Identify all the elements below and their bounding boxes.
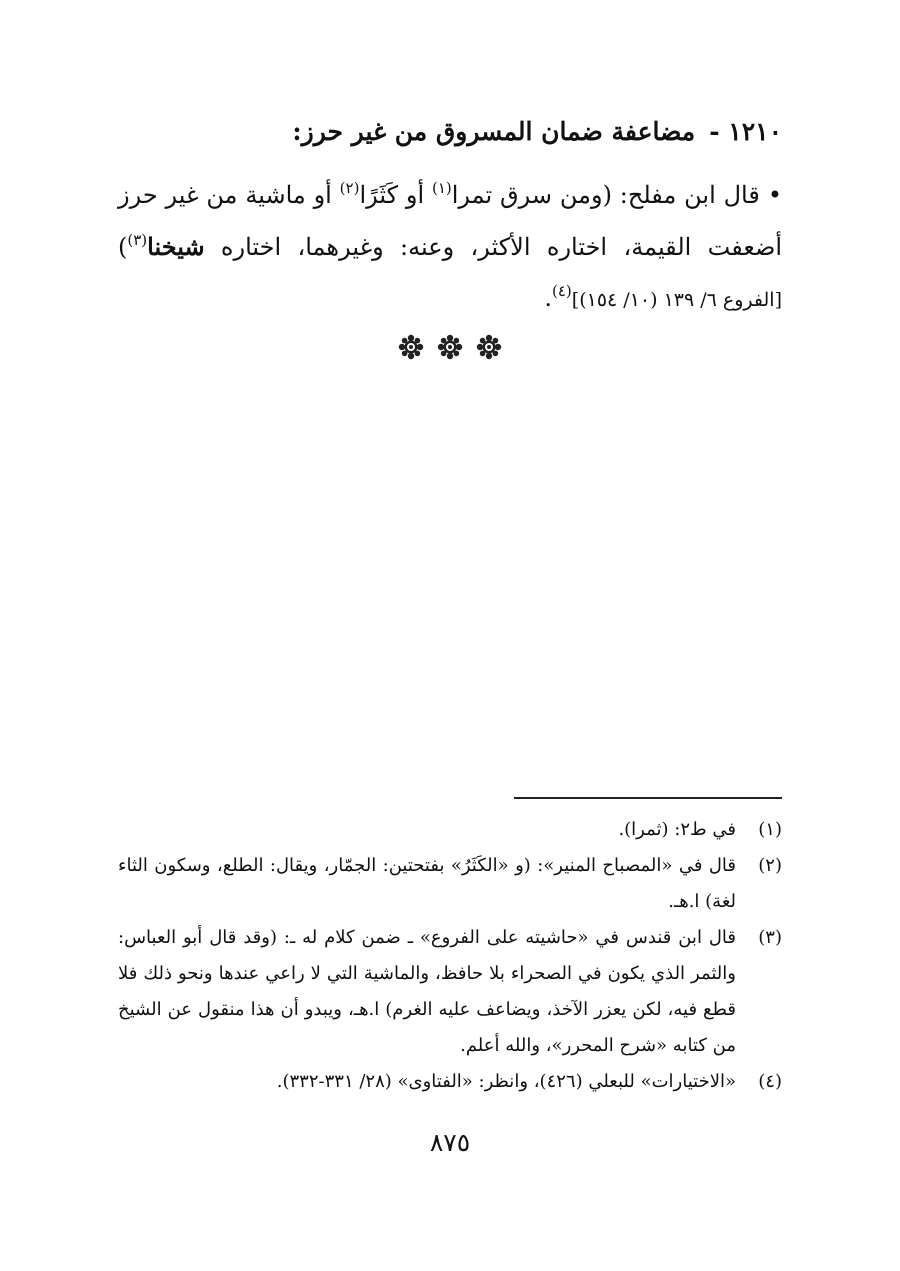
footnote-marker: (٢): [758, 855, 782, 876]
footnote-text: قال في «المصباح المنير»: (و «الكَثَرُ» بفتحتين: الجمّار، ويقال: الطلع، وسكون الثاء لغة) ا.هـ.: [118, 855, 736, 912]
ornament-flower-icon: [476, 334, 502, 360]
bullet-icon: •: [767, 181, 782, 209]
section-title: مضاعفة ضمان المسروق من غير حرز:: [292, 117, 696, 146]
ornament-divider: [398, 332, 502, 362]
footnote-text: «الاختيارات» للبعلي (٤٢٦)، وانظر: «الفتاوى» (٢٨/ ٣٣١-٣٣٢).: [276, 1071, 736, 1092]
footnote-1: [118, 812, 782, 848]
footnote-marker: (٣): [758, 927, 782, 948]
source-reference: [الفروع ٦/ ١٣٩ (١٠/ ١٥٤)]: [571, 289, 782, 311]
main-quote-paragraph: [118, 170, 782, 326]
footnote-2: [118, 848, 782, 920]
quote-text-part-1: قال ابن مفلح: (ومن سرق تمرا: [451, 181, 760, 209]
footnote-text: قال ابن قندس في «حاشيته على الفروع» ـ ضمن كلام له ـ: (وقد قال أبو العباس: والثمر الذي يكون في الصحراء بلا حافظ، والماشية التي لا راعي عندها ونحو ذلك فلا قطع فيه، لكن يعزر الآخذ، ويضاعف عليه الغرم) ا.هـ، ويبدو أن هذا منقول عن الشيخ من كتابه «شرح المحرر»، والله أعلم.: [118, 927, 736, 1056]
quote-text-part-4: ): [118, 233, 128, 261]
quote-text-part-2: أو كَثَرًا: [359, 181, 432, 209]
footnote-marker: (١): [758, 819, 782, 840]
footnote-3: [118, 920, 782, 1064]
footnotes-section: [118, 812, 782, 1100]
quote-end-period: .: [544, 284, 552, 312]
footnote-ref-3[interactable]: (٣): [127, 231, 148, 249]
footnote-ref-4[interactable]: (٤): [552, 282, 572, 300]
footnote-4: [118, 1064, 782, 1100]
ornament-flower-icon: [437, 334, 463, 360]
footnote-text: في ط٢: (ثمرا).: [618, 819, 736, 840]
quote-text-part-3: أو ماشية من غير حرز أضعفت القيمة، اختاره الأكثر، وعنه: وغيرهما، اختاره: [118, 181, 782, 261]
shaykh-word: شيخنا: [147, 232, 205, 261]
footnote-ref-2[interactable]: (٢): [339, 179, 360, 197]
section-number: ١٢١٠ -: [709, 117, 782, 146]
footnote-ref-1[interactable]: (١): [431, 179, 452, 197]
ornament-flower-icon: [398, 334, 424, 360]
footnote-separator-rule: [514, 797, 782, 799]
section-heading: [118, 112, 782, 152]
footnote-marker: (٤): [758, 1071, 782, 1092]
page-number: ٨٧٥: [429, 1128, 471, 1157]
